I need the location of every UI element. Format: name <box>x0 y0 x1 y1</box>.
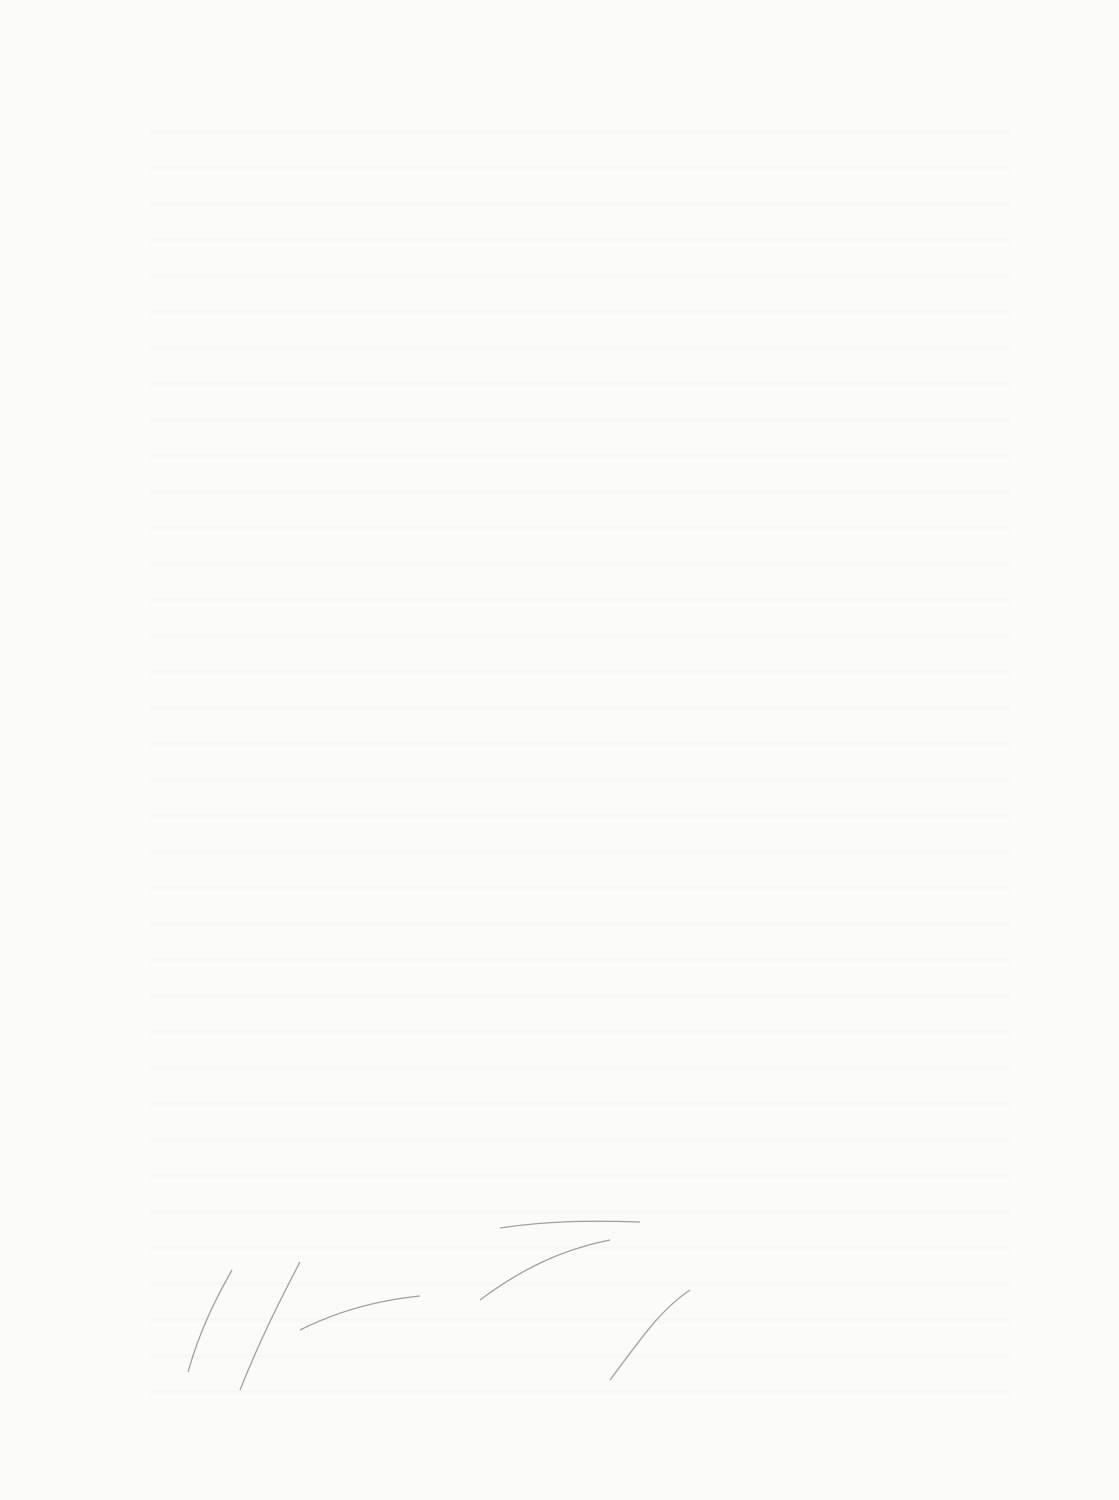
section-heading <box>150 188 990 232</box>
pen-stroke <box>610 1290 690 1380</box>
pen-stroke <box>188 1270 232 1372</box>
pen-stroke <box>240 1262 300 1390</box>
main-text-block <box>150 130 990 252</box>
pen-stroke <box>480 1240 610 1300</box>
show-through-texture <box>150 100 1010 1420</box>
pen-stroke <box>300 1296 420 1330</box>
pen-stroke <box>500 1221 640 1228</box>
credit-line <box>150 126 990 158</box>
